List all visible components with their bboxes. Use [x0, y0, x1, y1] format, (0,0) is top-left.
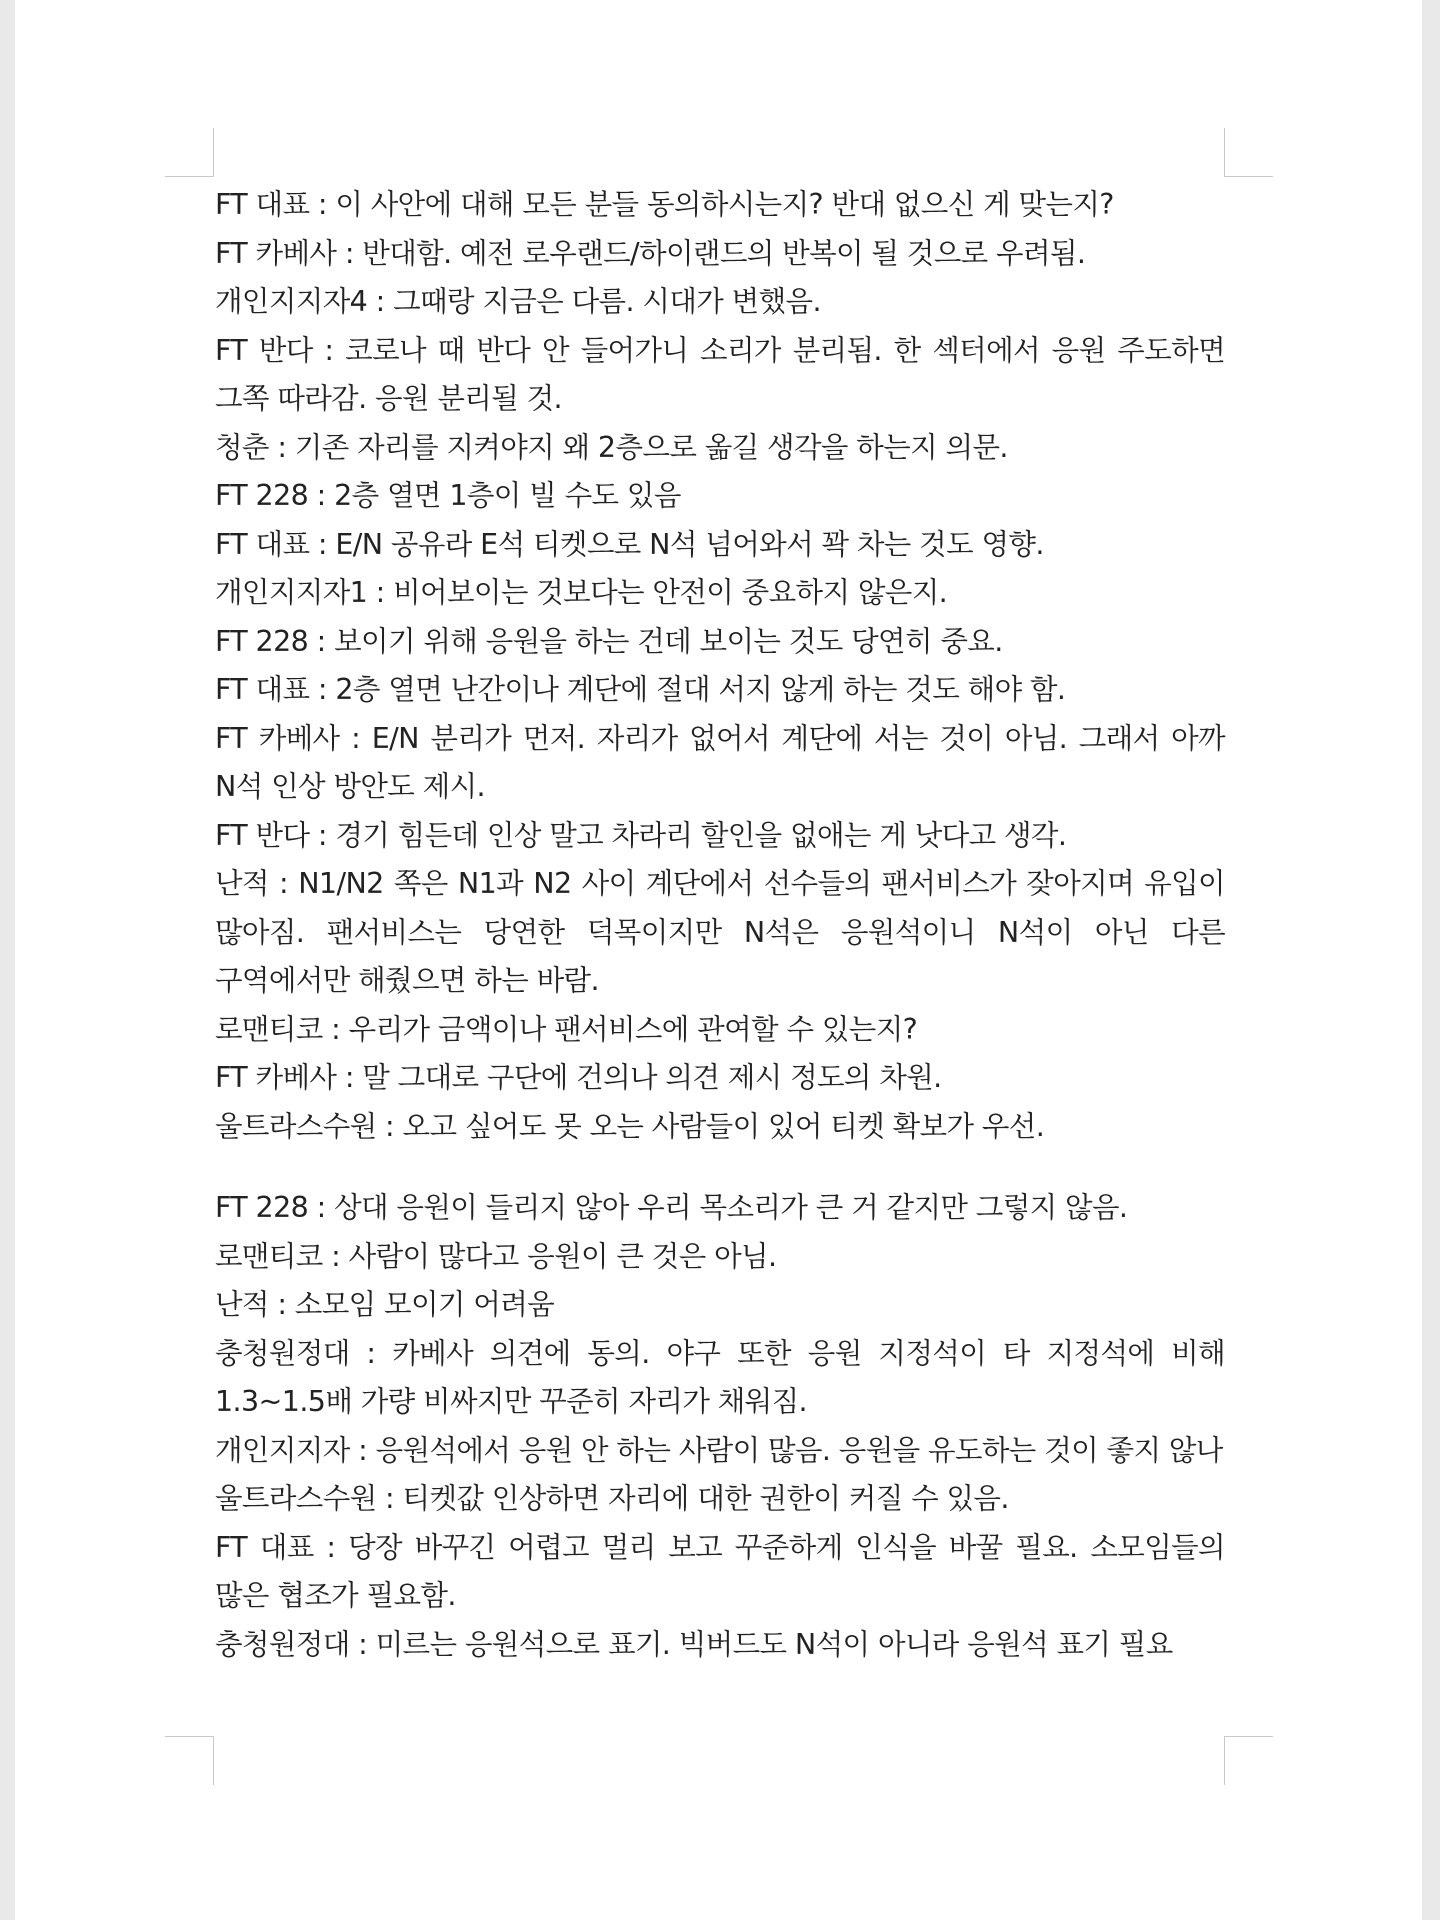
paragraph: FT 228 : 보이기 위해 응원을 하는 건데 보이는 것도 당연히 중요.: [215, 624, 1003, 658]
paragraph: 개인지지자 : 응원석에서 응원 안 하는 사람이 많음. 응원을 유도하는 것이 좋지 않나: [215, 1433, 1223, 1467]
paragraph: 충청원정대 : 카베사 의견에 동의. 야구 또한 응원 지정석이 타 지정석에 비해 1.3~1.5배 가량 비싸지만 꾸준히 자리가 채워짐.: [215, 1336, 1225, 1418]
paragraph: FT 대표 : 2층 열면 난간이나 계단에 절대 서지 않게 하는 것도 해야 함.: [215, 673, 1066, 706]
paragraph: 난적 : 소모임 모이기 어려움: [215, 1288, 555, 1321]
margin-mark-top-right: [1224, 128, 1273, 177]
paragraph: FT 대표 : E/N 공유라 E석 티켓으로 N석 넘어와서 꽉 차는 것도 영향.: [215, 527, 1044, 561]
paragraph: 개인지지자1 : 비어보이는 것보다는 안전이 중요하지 않은지.: [215, 576, 948, 609]
paragraph: FT 카베사 : E/N 분리가 먼저. 자리가 없어서 계단에 서는 것이 아님. 그래서 아까 N석 인상 방안도 제시.: [215, 721, 1225, 803]
paragraph: FT 대표 : 이 사안에 대해 모든 분들 동의하시는지? 반대 없으신 게 맞는지?: [215, 188, 1114, 221]
paragraph: 개인지지자4 : 그때랑 지금은 다름. 시대가 변했음.: [215, 285, 821, 318]
paragraph: 충청원정대 : 미르는 응원석으로 표기. 빅버드도 N석이 아니라 응원석 표기 필요: [215, 1627, 1173, 1661]
paragraph: 청춘 : 기존 자리를 지켜야지 왜 2층으로 옮길 생각을 하는지 의문.: [215, 430, 1008, 464]
document-page: [15, 0, 1422, 1920]
margin-mark-bottom-right: [1224, 1736, 1273, 1785]
paragraph: FT 228 : 상대 응원이 들리지 않아 우리 목소리가 큰 거 같지만 그렇지 않음.: [215, 1191, 1128, 1224]
paragraph-spacer: [215, 1151, 1225, 1184]
paragraph: FT 반다 : 경기 힘든데 인상 말고 차라리 할인을 없애는 게 낫다고 생각.: [215, 818, 1067, 852]
margin-mark-bottom-left: [165, 1736, 214, 1785]
paragraph: FT 반다 : 코로나 때 반다 안 들어가니 소리가 분리됨. 한 섹터에서 응원 주도하면 그쪽 따라감. 응원 분리될 것.: [215, 333, 1225, 415]
paragraph: 로맨티코 : 사람이 많다고 응원이 큰 것은 아님.: [215, 1239, 777, 1273]
document-body: [215, 181, 1225, 1669]
paragraph: 울트라스수원 : 오고 싶어도 못 오는 사람들이 있어 티켓 확보가 우선.: [215, 1109, 1045, 1143]
paragraph: FT 228 : 2층 열면 1층이 빌 수도 있음: [215, 479, 681, 512]
paragraph: 로맨티코 : 우리가 금액이나 팬서비스에 관여할 수 있는지?: [215, 1012, 918, 1046]
paragraph: FT 카베사 : 말 그대로 구단에 건의나 의견 제시 정도의 차원.: [215, 1061, 942, 1094]
paragraph: FT 카베사 : 반대함. 예전 로우랜드/하이랜드의 반복이 될 것으로 우려됨.: [215, 236, 1086, 270]
margin-mark-top-left: [165, 128, 214, 177]
paragraph: 울트라스수원 : 티켓값 인상하면 자리에 대한 권한이 커질 수 있음.: [215, 1482, 1009, 1515]
paragraph: FT 대표 : 당장 바꾸긴 어렵고 멀리 보고 꾸준하게 인식을 바꿀 필요. 소모임들의 많은 협조가 필요함.: [215, 1530, 1225, 1612]
paragraph: 난적 : N1/N2 쪽은 N1과 N2 사이 계단에서 선수들의 팬서비스가 잦아지며 유입이 많아짐. 팬서비스는 당연한 덕목이지만 N석은 응원석이니 N석이 아닌 다른 구역에서만 해줬으면 하는 바람.: [215, 867, 1225, 997]
